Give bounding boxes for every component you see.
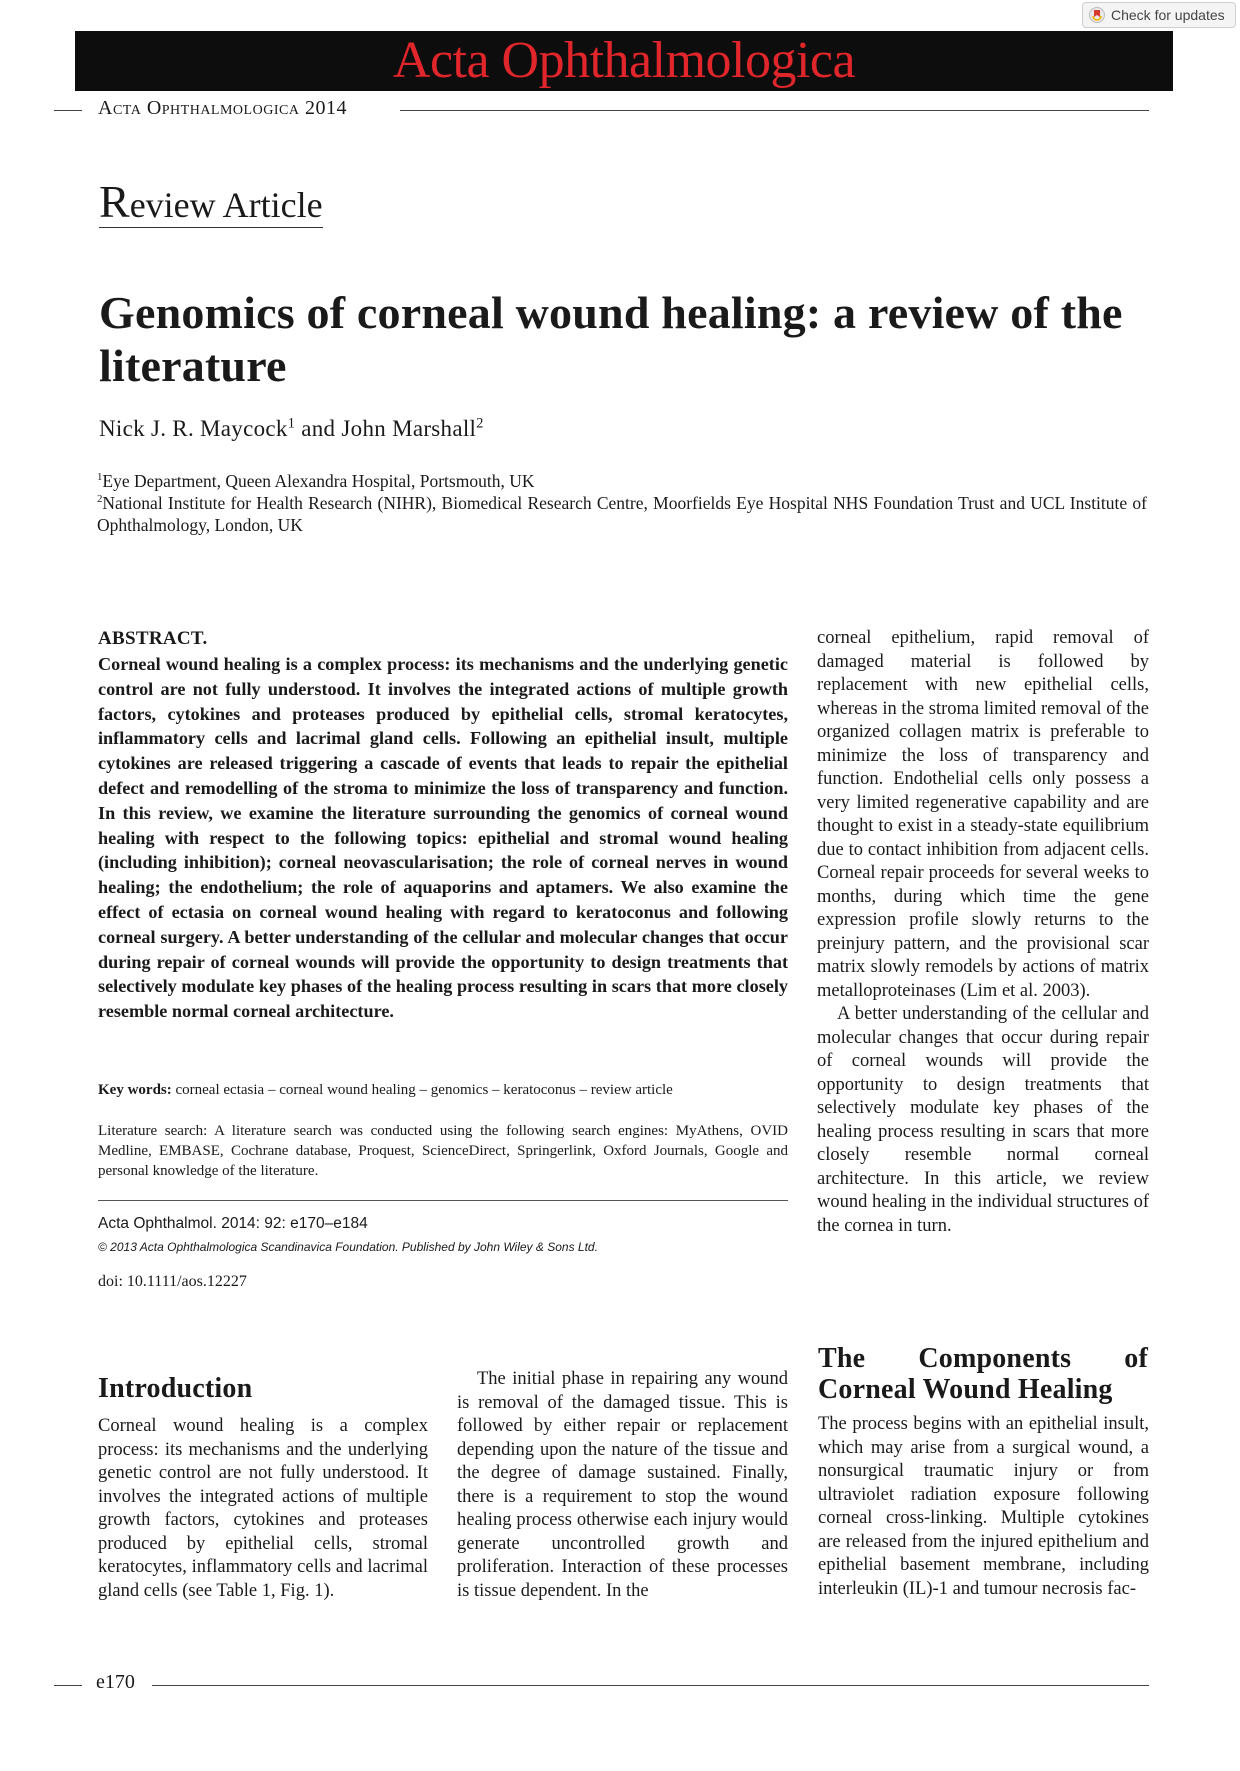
keywords bbox=[98, 1080, 798, 1100]
literature-search-note: Literature search: A literature search was conducted using the following search engines: MyAthens, OVID Medline, EMBASE, Cochrane database, Proquest, ScienceDirect, Springerlink, Oxford Journals, Google and personal knowledge of the literature. bbox=[98, 1123, 788, 1179]
affiliation-1: $^1$Eye Department, Queen Alexandra Hospital, Portsmouth, UK bbox=[97, 471, 535, 491]
middle-column-paragraph: The initial phase in repairing any wound is removal of the damaged tissue. This is followed by either repair or replacement depending upon the nature of the tissue and the degree of damage sustained. Finally, there is a requirement to stop the wound healing process otherwise each injury would generate uncontrolled growth and proliferation. Interaction of these processes is tissue dependent. In the bbox=[457, 1369, 788, 1601]
running-head-journal: Acta Ophthalmologica bbox=[98, 97, 300, 119]
body-paragraph: corneal epithelium, rapid removal of damaged material is followed by replacement with new epithelial cells, whereas in the stroma limited removal of the organized collagen matrix is preferable to minimize the loss of transparency and function. Endothelial cells only possess a very limited regenerative capability and are thought to exist in a steady-state equilibrium due to contact inhibition from adjacent cells. Corneal repair proceeds for several weeks to months, during which time the gene expression profile slowly returns to the preinjury pattern, and the provisional scar matrix slowly remodels by actions of matrix metalloproteinases (Lim et al. 2003). bbox=[817, 628, 1149, 1001]
article-type-label: Review Article bbox=[99, 176, 323, 227]
running-head-rule-left bbox=[54, 110, 82, 111]
introduction-paragraph: Corneal wound healing is a complex process: its mechanisms and the underlying genetic control are not fully understood. It involves the integrated actions of multiple growth factors, cytokines and proteases produced by epithelial cells, stromal keratocytes, inflammatory cells and lacrimal gland cells (see Table 1, Fig. 1). bbox=[98, 1416, 428, 1601]
check-for-updates-button[interactable] bbox=[1082, 2, 1236, 28]
journal-banner bbox=[75, 31, 1173, 91]
introduction-heading: Introduction bbox=[98, 1373, 253, 1404]
article-title: Genomics of corneal wound healing: a review of the literature bbox=[99, 287, 1123, 391]
footer-rule-left bbox=[54, 1685, 82, 1686]
copyright-notice: © 2013 Acta Ophthalmologica Scandinavica Foundation. Published by John Wiley & Sons Ltd. bbox=[98, 1240, 598, 1254]
author-name: Nick J. R. Maycock bbox=[99, 416, 288, 441]
page-number: e170 bbox=[96, 1671, 135, 1693]
body-paragraph: A better understanding of the cellular and molecular changes that occur during repair of corneal wounds will provide the opportunity to design treatments that selectively modulate key phases of the healing process resulting in scars that more closely resemble normal corneal architecture. In this article, we review wound healing in the individual structures of the cornea in turn. bbox=[817, 1004, 1149, 1236]
keywords-label: Key words: bbox=[98, 1082, 172, 1098]
author-affil-marker: 1 bbox=[287, 415, 296, 432]
author-list bbox=[99, 416, 484, 442]
author-affil-marker: 2 bbox=[476, 415, 484, 432]
author-join: and bbox=[295, 416, 342, 441]
abstract-heading: ABSTRACT. bbox=[98, 628, 208, 649]
running-head bbox=[98, 97, 347, 120]
abstract-text: Corneal wound healing is a complex process: its mechanisms and the underlying genetic control are not fully understood. It involves the integrated actions of multiple growth factors, cytokines and proteases produced by epithelial cells, stromal keratocytes, inflammatory cells and lacrimal gland cells. Following an epithelial insult, multiple cytokines are released triggering a cascade of events that leads to repair the epithelial defect and remodelling of the stroma to minimize the loss of transparency and function. In this review, we examine the literature surrounding the genomics of corneal wound healing with respect to the following topics: epithelial and stromal wound healing (including inhibition); corneal neovascularisation; the role of corneal nerves in wound healing; the endothelium; the role of aquaporins and aptamers. We also examine the effect of ectasia on corneal wound healing with regard to keratoconus and following corneal surgery. A better understanding of the cellular and molecular changes that occur during repair of corneal wounds will provide the opportunity to design treatments that selectively modulate key phases of the healing process resulting in scars that more closely resemble normal corneal architecture. bbox=[98, 654, 788, 1022]
journal-banner-title: Acta Ophthalmologica bbox=[392, 32, 856, 89]
footer-rule-right bbox=[152, 1685, 1149, 1686]
running-head-rule-right bbox=[400, 110, 1149, 111]
right-column-text bbox=[817, 627, 1149, 1238]
affiliation-2: $^2$National Institute for Health Research (NIHR), Biomedical Research Centre, Moorfields Eye Hospital NHS Foundation Trust and UCL Institute of Ophthalmology, London, UK bbox=[97, 493, 1147, 535]
check-for-updates-label: Check for updates bbox=[1111, 7, 1225, 23]
components-paragraph: The process begins with an epithelial insult, which may arise from a surgical wound, a nonsurgical traumatic injury or from ultraviolet radiation exposure following corneal cross-linking. Multiple cytokines are released from the injured epithelium and epithelial basement membrane, including interleukin (IL)-1 and tumour necrosis fac- bbox=[818, 1414, 1149, 1599]
components-heading: The Components of Corneal Wound Healing bbox=[818, 1343, 1148, 1405]
citation: Acta Ophthalmol. 2014: 92: e170–e184 bbox=[98, 1215, 368, 1232]
doi-link[interactable]: doi: 10.1111/aos.12227 bbox=[98, 1273, 247, 1290]
keywords-text: corneal ectasia – corneal wound healing – genomics – keratoconus – review article bbox=[175, 1082, 673, 1098]
metadata-divider bbox=[98, 1200, 788, 1201]
author-name: John Marshall bbox=[341, 416, 477, 441]
crossmark-icon bbox=[1089, 7, 1105, 23]
running-head-year: 2014 bbox=[304, 97, 347, 119]
